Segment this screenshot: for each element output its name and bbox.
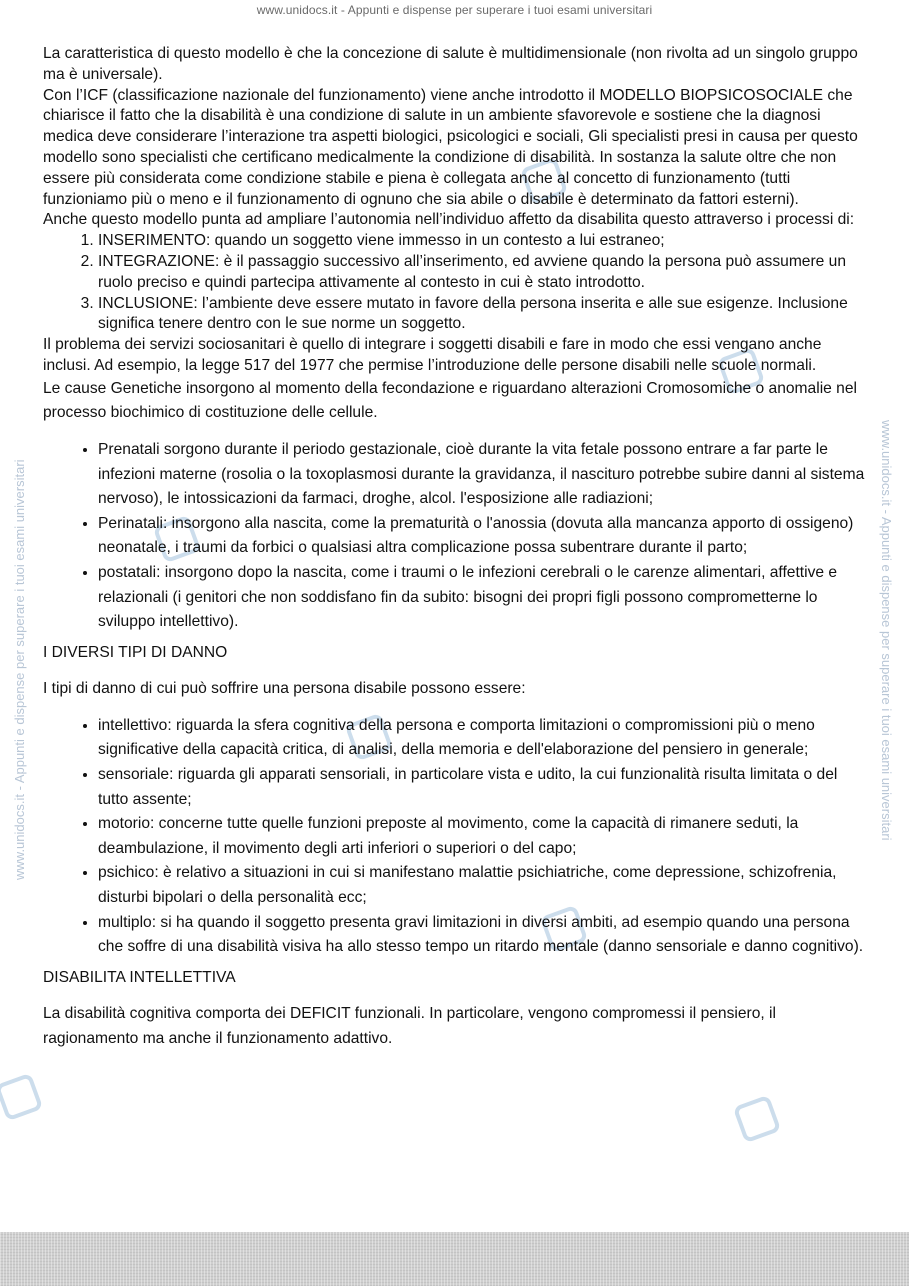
process-list [43,231,871,335]
paragraph-model: La caratteristica di questo modello è che la concezione di salute è multidimensionale (non rivolta ad un singolo gruppo ma è universale). [43,45,858,83]
header-watermark: www.unidocs.it - Appunti e dispense per superare i tuoi esami universitari [256,3,653,17]
side-watermark-right: www.unidocs.it - Appunti e dispense per superare i tuoi esami universitari [879,420,894,841]
damage-types-list [43,714,871,960]
list-item: 3. INCLUSIONE: l’ambiente deve essere mutato in favore della persona inserita e alle sue esigenze. Inclusione significa tenere dentro con le sue norme un soggetto. [98,294,871,336]
list-item: • Prenatali sorgono durante il periodo gestazionale, cioè durante la vita fetale possono entrare a far parte le infezioni materne (rosolia o la toxoplasmosi durante la gravidanza, il nascituro potrebbe subire danni al sistema nervoso), le intossicazioni da farmaci, droghe, alcol. l'esposizione alle radiazioni; [98,438,871,512]
list-item: • psichico: è relativo a situazioni in cui si manifestano malattie psichiatriche, come depressione, schizofrenia, disturbi bipolari o della personalità ecc; [98,861,871,910]
list-item: 2. INTEGRAZIONE: è il passaggio successivo all’inserimento, ed avviene quando la persona può assumere un ruolo preciso e quindi partecipa attivamente al contesto in cui è stato introdotto. [98,252,871,294]
bottom-noise-overlay [0,1232,909,1286]
list-item: • postatali: insorgono dopo la nascita, come i traumi o le infezioni cerebrali o le carenze alimentari, affettive e relazionali (i genitori che non soddisfano fin da subito: bisogni dei propri figli possono comprometterne lo sviluppo intellettivo). [98,561,871,635]
watermark-logo-icon [733,1095,782,1144]
side-watermark-left: www.unidocs.it - Appunti e dispense per superare i tuoi esami universitari [12,459,27,880]
causes-list [43,438,871,635]
list-item: 1. INSERIMENTO: quando un soggetto viene immesso in un contesto a lui estraneo; [98,231,871,252]
list-item: • intellettivo: riguarda la sfera cognitiva della persona e comporta limitazioni o compromissioni più o meno significative della capacità critica, di analisi, della memoria e dell'elaborazione del pensiero in generale; [98,714,871,763]
list-item: • Perinatali: insorgono alla nascita, come la prematurità o l'anossia (dovuta alla mancanza apporto di ossigeno) neonatale, i traumi da forbici o qualsiasi altra complicazione possa subentrare durante il parto; [98,512,871,561]
list-item: • sensoriale: riguarda gli apparati sensoriali, in particolare vista e udito, la cui funzionalità risulta limitata o del tutto assente; [98,763,871,812]
section-heading: I DIVERSI TIPI DI DANNO [43,643,228,661]
paragraph-genetic-causes: Le cause Genetiche insorgono al momento della fecondazione e riguardano alterazioni Cromosomiche o anomalie nel processo biochimico di costituzione delle cellule. [43,379,857,422]
paragraph-autonomy: Anche questo modello punta ad ampliare l’autonomia nell’individuo affetto da disabilita questo attraverso i processi di: [43,211,855,229]
watermark-logo-icon [0,1073,43,1122]
list-item: • multiplo: si ha quando il soggetto presenta gravi limitazioni in diversi ambiti, ad esempio quando una persona che soffre di una disabilità visiva ha allo stesso tempo un ritardo mentale (danno sensoriale e danno cognitivo). [98,911,871,960]
paragraph-intellectual: La disabilità cognitiva comporta dei DEFICIT funzionali. In particolare, vengono compromessi il pensiero, il ragionamento ma anche il funzionamento adattivo. [43,1005,776,1047]
paragraph-icf: Con l’ICF (classificazione nazionale del funzionamento) viene anche introdotto il MODELLO BIOPSICOSOCIALE che chiarisce il fatto che la disabilità è una condizione di salute in un ambiente sfavorevole e sostiene che la diagnosi medica deve considerare l’interazione tra aspetti biologici, psicologici e sociali, Gli specialisti presi in causa per questo modello sono specialisti che certificano medicalmente la condizione di disabilità. In sostanza la salute oltre che non essere più considerata come condizione stabile e piena è collegata anche al concetto di funzionamento (tutti funzioniamo più o meno e il funzionamento di ognuno che sia abile o disabile è determinato da fattori esterni). [43,86,858,208]
paragraph-damage-intro: I tipi di danno di cui può soffrire una persona disabile possono essere: [43,680,526,698]
list-item: • motorio: concerne tutte quelle funzioni preposte al movimento, come la capacità di rimanere seduti, la deambulazione, il movimento degli arti inferiori o superiori o del capo; [98,812,871,861]
paragraph-social-services: Il problema dei servizi sociosanitari è quello di integrare i soggetti disabili e fare in modo che essi vengano anche inclusi. Ad esempio, la legge 517 del 1977 che permise l’introduzione delle persone disabili nelle scuole normali. [43,336,822,374]
document-body [43,44,871,1052]
section-heading: DISABILITA INTELLETTIVA [43,968,236,986]
